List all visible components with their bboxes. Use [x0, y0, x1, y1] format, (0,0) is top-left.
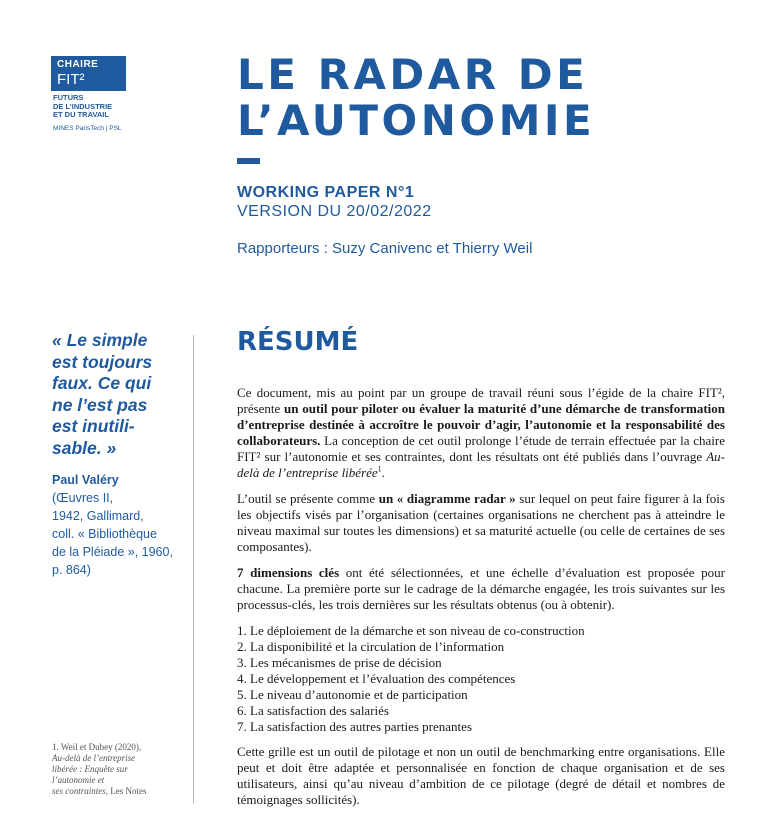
footnote-lead: 1. Weil et Dubey (2020),: [52, 742, 142, 752]
sidebar-divider: [193, 335, 194, 804]
quote-source-line: coll. « Bibliothèque: [52, 527, 157, 541]
resume-paragraph-4: Cette grille est un outil de pilotage et non un outil de benchmarking entre organisations. Elle peut et doit être adaptée et personnalisée en fonction de chaque organisation et de ses utilisateurs, ainsi qu’au niveau d’ambition de ce pilotage (degré de détail et nombres de témoignages sollicités).: [237, 744, 725, 807]
footnote-line: l’autonomie et: [52, 775, 105, 785]
footnote-1: [52, 742, 177, 797]
rapporteurs: Rapporteurs : Suzy Canivenc et Thierry Weil: [237, 240, 533, 257]
list-item: 2. La disponibilité et la circulation de l’information: [237, 639, 505, 654]
logo-line: DE L’INDUSTRIE: [53, 101, 113, 111]
quote-line: « Le simple: [52, 330, 148, 350]
footnote-line: libérée : Enquête sur: [52, 764, 128, 774]
footnote-line: ses contraintes, Les Notes: [52, 786, 147, 796]
list-item: 4. Le développement et l’évaluation des compétences: [237, 671, 516, 686]
version-label: VERSION DU 20/02/2022: [237, 203, 432, 220]
footnote-line: Au-delà de l’entreprise: [52, 753, 136, 763]
quote-line: faux. Ce qui: [52, 373, 152, 393]
chaire-fit-logo: [51, 56, 126, 132]
resume-paragraph-2: L’outil se présente comme un « diagramme radar » sur lequel on peut faire figurer à la fois les objectifs visés par l’organisation (certaines organisations ne cherchent pas à atteindre le niveau maximal sur toutes les dimensions) et sa maturité actuelle (ou celle de certaines de ses composantes).: [237, 491, 725, 554]
quote-line: est toujours: [52, 351, 153, 372]
list-item: 6. La satisfaction des salariés: [237, 703, 389, 718]
list-item: 1. Le déploiement de la démarche et son niveau de co-construction: [237, 623, 585, 638]
resume-paragraph-3: 7 dimensions clés ont été sélectionnées, et une échelle d’évaluation est proposée pour chacune. La première porte sur le cadrage de la démarche engagée, les trois suivantes sur les processus-clés, les trois dernières sur les résultats obtenus (ou à obtenir).: [237, 565, 726, 612]
quote-line: ne l’est pas: [52, 394, 148, 415]
quote-line: est inutili-: [52, 416, 135, 436]
title-dash-divider: [237, 158, 260, 164]
logo-box: [51, 56, 126, 91]
logo-chaire: CHAIRE: [57, 59, 99, 70]
dimensions-list: [237, 623, 725, 735]
working-paper-label: WORKING PAPER N°1: [237, 184, 415, 201]
document-title: [237, 52, 595, 144]
list-item: 3. Les mécanismes de prise de décision: [237, 655, 442, 670]
resume-body: [237, 385, 725, 818]
footnote-tail: Les Notes: [110, 786, 147, 796]
quote-line: sable. »: [52, 437, 117, 458]
quote-source-line: de la Pléiade », 1960,: [52, 545, 173, 559]
quote-source-line: (Œuvres II,: [52, 491, 114, 505]
quote-attribution: [52, 471, 192, 579]
logo-line: FUTURS: [53, 93, 84, 102]
title-line-2: L’AUTONOMIE: [237, 96, 596, 145]
list-item: 7. La satisfaction des autres parties prenantes: [237, 719, 472, 734]
quote-source-line: p. 864): [52, 563, 91, 577]
list-item: 5. Le niveau d’autonomie et de participation: [237, 687, 468, 702]
logo-fit: FIT²: [57, 71, 85, 88]
logo-line: ET DU TRAVAIL: [53, 110, 109, 119]
sidebar-quote: [52, 330, 182, 459]
resume-paragraph-1: Ce document, mis au point par un groupe de travail réuni sous l’égide de la chaire FIT², présente un outil pour piloter ou évaluer la maturité d’une démarche de transformation d’entreprise destinée à accroître le pouvoir d’agir, l’autonomie et la responsabilité des collaborateurs. La conception de cet outil prolonge l’étude de terrain effectuée par la chaire FIT² sur l’autonomie et ses contraintes, dont les résultats ont été publiés dans l’ouvrage Au-delà de l’entreprise libérée$^1$.: [237, 385, 725, 480]
logo-subtitle: [51, 94, 126, 120]
title-line-1: LE RADAR DE: [237, 50, 589, 99]
quote-source-line: 1942, Gallimard,: [52, 509, 144, 523]
resume-heading: RÉSUMÉ: [237, 327, 359, 357]
quote-author: Paul Valéry: [52, 473, 119, 487]
footnote-ref: 1: [377, 464, 382, 474]
logo-footer: MINES ParisTech | PSL: [53, 124, 122, 132]
